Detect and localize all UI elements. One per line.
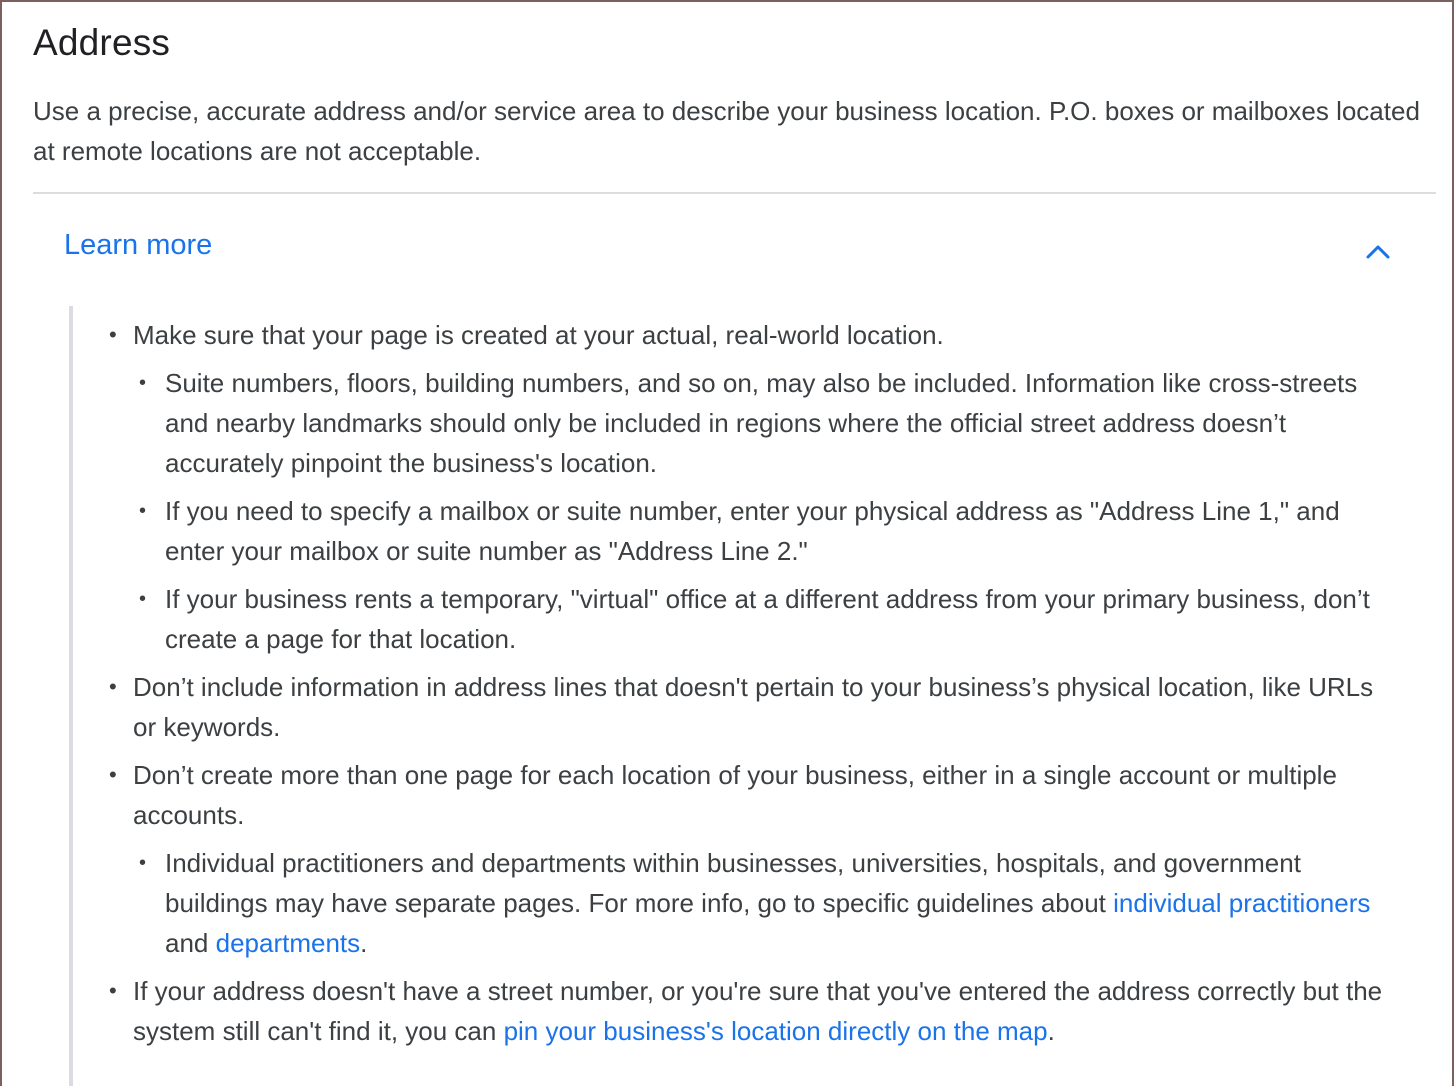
guidelines-list: [133, 315, 1383, 1059]
pin-location-link[interactable]: pin your business's location directly on the map: [503, 1016, 1048, 1046]
guideline-text: Suite numbers, floors, building numbers, and so on, may also be included. Information like cross-streets and nearby landmarks should only be included in regions where the official street address doesn’t accurately pinpoint the business's location.: [165, 368, 1358, 478]
guideline-text: Don’t include information in address lines that doesn't pertain to your business’s physical location, like URLs or keywords.: [133, 672, 1374, 742]
learn-more-panel: [69, 306, 1443, 1086]
departments-link[interactable]: departments: [215, 928, 361, 958]
section-divider: [33, 192, 1436, 194]
guideline-text: and: [165, 928, 216, 958]
guideline-text: Don’t create more than one page for each location of your business, either in a single account or multiple accounts.: [133, 760, 1337, 830]
sub-list-item: [165, 579, 1383, 659]
list-item: [133, 971, 1383, 1051]
sub-guidelines-list: [165, 843, 1383, 963]
guideline-text: Individual practitioners and departments within businesses, universities, hospitals, and government buildings may have separate pages. For more info, go to specific guidelines about: [165, 848, 1301, 918]
guideline-text: .: [360, 928, 368, 958]
section-title: Address: [33, 22, 171, 63]
chevron-up-icon[interactable]: [1364, 238, 1392, 266]
individual-practitioners-link[interactable]: individual practitioners: [1113, 888, 1371, 918]
learn-more-toggle[interactable]: Learn more: [64, 229, 213, 261]
sub-list-item: [165, 491, 1383, 571]
list-item: [133, 667, 1383, 747]
list-item: [133, 315, 1383, 659]
guideline-text: If you need to specify a mailbox or suite number, enter your physical address as "Address Line 1," and enter your mailbox or suite number as "Address Line 2.": [165, 496, 1340, 566]
guideline-text: .: [1047, 1016, 1055, 1046]
guideline-text: If your address doesn't have a street number, or you're sure that you've entered the address correctly but the system still can't find it, you can: [133, 976, 1383, 1046]
section-intro: Use a precise, accurate address and/or service area to describe your business location. P.O. boxes or mailboxes located at remote locations are not acceptable.: [33, 96, 1420, 166]
sub-list-item: [165, 363, 1383, 483]
guideline-text: Make sure that your page is created at your actual, real-world location.: [133, 320, 944, 350]
sub-list-item: [165, 843, 1383, 963]
guideline-text: If your business rents a temporary, "virtual" office at a different address from your primary business, don’t create a page for that location.: [165, 584, 1370, 654]
sub-guidelines-list: [165, 363, 1383, 659]
list-item: [133, 755, 1383, 963]
